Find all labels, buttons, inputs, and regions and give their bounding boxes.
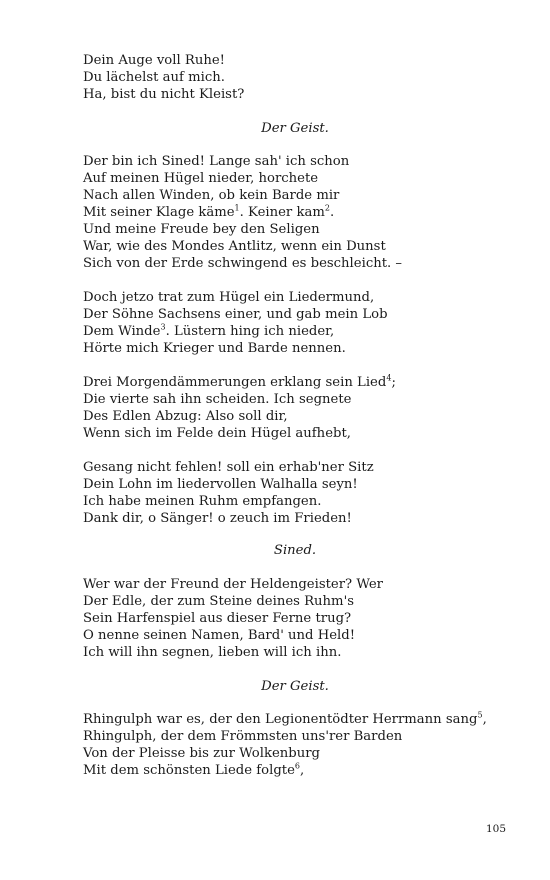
verse-line — [83, 323, 334, 340]
verse-line: War, wie des Mondes Antlitz, wenn ein Dunst — [83, 239, 386, 254]
verse-line: Rhingulph, der dem Frömmsten uns'rer Barden — [83, 729, 403, 744]
verse-line: Und meine Freude bey den Seligen — [83, 222, 320, 237]
verse-line — [83, 762, 304, 779]
verse-line: Der Söhne Sachsens einer, und gab mein Lob — [83, 307, 388, 322]
speaker-label: Sined. — [273, 543, 317, 558]
verse-line: Wenn sich im Felde dein Hügel aufhebt, — [83, 426, 351, 441]
footnote-marker: 5 — [477, 710, 483, 720]
footnote-marker: 3 — [160, 322, 166, 332]
verse-text: Rhingulph war es, der den Legionentödter Herrmann sang — [83, 712, 478, 727]
verse-line: Ha, bist du nicht Kleist? — [83, 87, 245, 102]
verse-line: Dein Auge voll Ruhe! — [83, 53, 225, 68]
verse-line: Der Edle, der zum Steine deines Ruhm's — [83, 594, 354, 609]
verse-line: Von der Pleisse bis zur Wolkenburg — [83, 746, 321, 761]
verse-text: Drei Morgendämmerungen erklang sein Lied — [83, 375, 387, 390]
verse-line — [83, 204, 334, 221]
verse-text: Mit seiner Klage käme — [83, 205, 235, 220]
footnote-marker: 1 — [234, 203, 240, 213]
verse-line: Sich von der Erde schwingend es beschleicht. – — [83, 256, 403, 271]
verse-line: Der bin ich Sined! Lange sah' ich schon — [83, 154, 350, 169]
verse-line: Doch jetzo trat zum Hügel ein Liedermund, — [83, 290, 375, 305]
verse-text: . — [329, 205, 335, 220]
verse-text: ; — [391, 375, 396, 390]
verse-line: Wer war der Freund der Heldengeister? Wer — [83, 577, 383, 592]
verse-line: Du lächelst auf mich. — [83, 70, 225, 85]
footnote-marker: 2 — [324, 203, 330, 213]
verse-text: . Keiner kam — [239, 205, 325, 220]
verse-line: Ich will ihn segnen, lieben will ich ihn. — [83, 645, 342, 660]
verse-line: Des Edlen Abzug: Also soll dir, — [83, 409, 288, 424]
verse-text: , — [300, 763, 305, 778]
verse-line: Hörte mich Krieger und Barde nennen. — [83, 341, 346, 356]
verse-text: Mit dem schönsten Liede folgte — [83, 763, 295, 778]
verse-line: Gesang nicht fehlen! soll ein erhab'ner Sitz — [83, 460, 374, 475]
footnote-marker: 6 — [294, 761, 301, 771]
speaker-label: Der Geist. — [261, 679, 329, 694]
footnote-marker: 4 — [386, 373, 392, 383]
verse-line: Dein Lohn im liedervollen Walhalla seyn! — [83, 477, 358, 492]
verse-line: O nenne seinen Namen, Bard' und Held! — [83, 628, 356, 643]
speaker-label: Der Geist. — [261, 121, 329, 136]
verse-line: Auf meinen Hügel nieder, horchete — [83, 171, 319, 186]
verse-line: Die vierte sah ihn scheiden. Ich segnete — [83, 392, 352, 407]
verse-line: Ich habe meinen Ruhm empfangen. — [83, 494, 322, 509]
verse-line — [83, 711, 487, 728]
verse-text: Dem Winde — [83, 324, 161, 339]
verse-line — [83, 374, 396, 391]
verse-line: Sein Harfenspiel aus dieser Ferne trug? — [83, 611, 352, 626]
verse-text: . Lüstern hing ich nieder, — [165, 324, 335, 339]
verse-text: , — [482, 712, 487, 727]
page-number: 105 — [485, 823, 506, 835]
verse-line: Dank dir, o Sänger! o zeuch im Frieden! — [83, 511, 352, 526]
verse-line: Nach allen Winden, ob kein Barde mir — [83, 188, 340, 203]
